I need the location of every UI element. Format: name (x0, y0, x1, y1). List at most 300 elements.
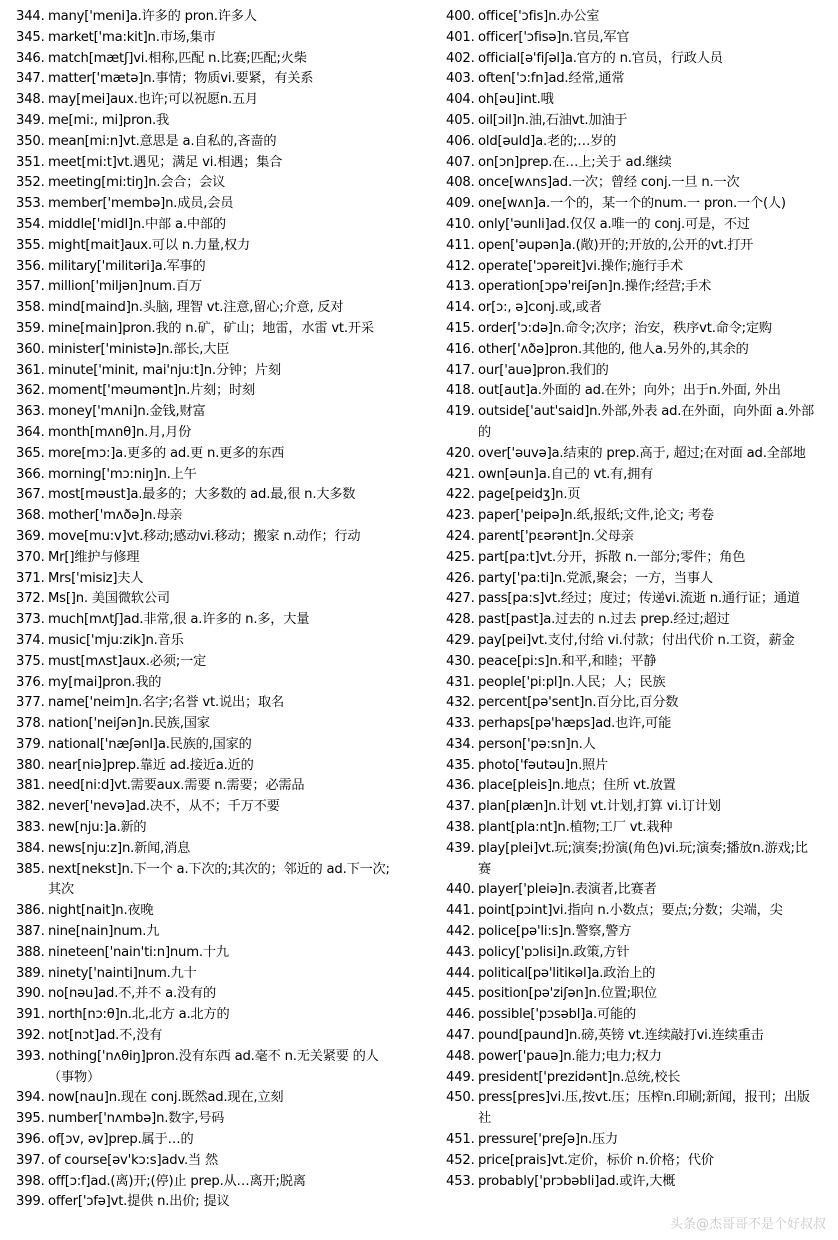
entry-text: name['neim]n.名字;名誉 vt.说出；取名 (48, 695, 284, 711)
entry-number: 425. (446, 549, 475, 565)
vocab-entry (16, 1005, 394, 1026)
entry-number: 372. (16, 591, 45, 607)
entry-number: 407. (446, 154, 475, 170)
entry-text: must[mʌst]aux.必须;一定 (48, 653, 207, 669)
vocab-entry (16, 423, 394, 444)
entry-text: other['ʌðə]pron.其他的, 他人a.另外的,其余的 (478, 341, 749, 357)
entry-number: 449. (446, 1069, 475, 1085)
vocab-entry (446, 943, 818, 964)
entry-number: 439. (446, 840, 475, 856)
entry-text: part[pa:t]vt.分开，拆散 n.一部分;零件；角色 (478, 549, 746, 565)
vocab-entry (446, 236, 818, 257)
vocab-entry (16, 1109, 394, 1130)
entry-text: president['prezidənt]n.总统,校长 (478, 1069, 681, 1085)
entry-number: 350. (16, 133, 45, 149)
entry-number: 430. (446, 653, 475, 669)
vocab-entry (16, 1026, 394, 1047)
vocab-entry (16, 735, 394, 756)
entry-text: pressure['preʃə]n.压力 (478, 1132, 618, 1148)
entry-number: 413. (446, 279, 475, 295)
vocab-entry (16, 569, 394, 590)
entry-number: 443. (446, 944, 475, 960)
entry-text: of[ɔv, əv]prep.属于…的 (48, 1132, 194, 1148)
vocab-entry (446, 756, 818, 777)
vocab-entry (446, 111, 818, 132)
vocab-entry (446, 735, 818, 756)
entry-number: 423. (446, 508, 475, 524)
entry-number: 401. (446, 29, 475, 45)
entry-text: month[mʌnθ]n.月,月份 (48, 424, 192, 440)
entry-number: 391. (16, 1007, 45, 1023)
entry-text: price[prais]vt.定价，标价 n.价格；代价 (478, 1152, 714, 1168)
vocab-entry (446, 381, 818, 402)
entry-number: 421. (446, 466, 475, 482)
vocab-entry (446, 257, 818, 278)
entry-text: point[pɔint]vi.指向 n.小数点；要点;分数；尖端，尖 (478, 903, 783, 919)
entry-number: 349. (16, 112, 45, 128)
vocab-entry (16, 964, 394, 985)
entry-number: 388. (16, 944, 45, 960)
entry-text: probably['prɔbəbli]ad.或许,大概 (478, 1173, 676, 1189)
entry-number: 367. (16, 487, 45, 503)
entry-text: person['pə:sn]n.人 (478, 736, 596, 752)
entry-number: 395. (16, 1111, 45, 1127)
entry-text: north[nɔ:θ]n.北,北方 a.北方的 (48, 1007, 230, 1023)
vocab-entry (446, 340, 818, 361)
entry-number: 375. (16, 653, 45, 669)
entry-text: people['pi:pl]n.人民；人；民族 (478, 674, 666, 690)
entry-text: oh[əu]int.哦 (478, 92, 554, 108)
vocab-entry (16, 901, 394, 922)
vocab-entry (16, 111, 394, 132)
entry-text: peace[pi:s]n.和平,和睦；平静 (478, 653, 657, 669)
entry-text: party['pa:ti]n.党派,聚会；一方，当事人 (478, 570, 713, 586)
vocab-entry (446, 984, 818, 1005)
entry-text: me[mi:, mi]pron.我 (48, 112, 170, 128)
entry-text: news[nju:z]n.新闻,消息 (48, 840, 191, 856)
vocab-entry (446, 1068, 818, 1089)
entry-text: nothing['nʌθiŋ]pron.没有东西 ad.毫不 n.无关紧要 的人（事物） (48, 1048, 379, 1085)
vocab-entry (16, 319, 394, 340)
entry-text: nineteen['nain'ti:n]num.十九 (48, 944, 229, 960)
vocab-entry (16, 1047, 394, 1089)
entry-text: minute['minit, mai'nju:t]n.分钟；片刻 (48, 362, 281, 378)
entry-number: 435. (446, 757, 475, 773)
entry-number: 448. (446, 1048, 475, 1064)
entry-number: 426. (446, 570, 475, 586)
vocab-entry (16, 673, 394, 694)
entry-number: 362. (16, 383, 45, 399)
vocab-entry (16, 277, 394, 298)
entry-number: 377. (16, 695, 45, 711)
vocab-entry (446, 90, 818, 111)
entry-text: million['miljən]num.百万 (48, 279, 202, 295)
entry-text: order['ɔ:də]n.命令;次序；治安，秩序vt.命令;定购 (478, 320, 772, 336)
vocab-entry (446, 28, 818, 49)
vocab-entry (16, 527, 394, 548)
entry-text: plant[pla:nt]n.植物;工厂 vt.栽种 (478, 820, 673, 836)
vocab-entry (446, 589, 818, 610)
vocab-entry (16, 361, 394, 382)
entry-number: 371. (16, 570, 45, 586)
vocab-entry (446, 610, 818, 631)
entry-text: office['ɔfis]n.办公室 (478, 9, 600, 24)
entry-number: 431. (446, 674, 475, 690)
vocab-entry (446, 631, 818, 652)
vocab-entry (446, 298, 818, 319)
entry-text: police[pə'li:s]n.警察,警方 (478, 924, 632, 940)
entry-number: 427. (446, 591, 475, 607)
entry-number: 406. (446, 133, 475, 149)
entry-text: operate['ɔpəreit]vi.操作;施行手术 (478, 258, 683, 274)
entry-number: 390. (16, 986, 45, 1002)
vocab-entry (446, 361, 818, 382)
entry-number: 400. (446, 9, 475, 24)
entry-text: Mr[]维护与修理 (48, 549, 140, 565)
right-column (446, 7, 818, 1192)
entry-number: 412. (446, 258, 475, 274)
entry-text: morning['mɔ:niŋ]n.上午 (48, 466, 197, 482)
vocab-entry (446, 922, 818, 943)
entry-text: page[peidʒ]n.页 (478, 487, 581, 503)
entry-text: meet[mi:t]vt.遇见；满足 vi.相遇；集合 (48, 154, 283, 170)
entry-number: 440. (446, 882, 475, 898)
entry-text: only['əunli]ad.仅仅 a.唯一的 conj.可是，不过 (478, 216, 750, 232)
entry-text: nation['neiʃən]n.民族,国家 (48, 716, 210, 732)
vocab-entry (16, 7, 394, 28)
entry-number: 374. (16, 632, 45, 648)
entry-number: 380. (16, 757, 45, 773)
entry-number: 450. (446, 1090, 475, 1106)
entry-text: member['membə]n.成员,会员 (48, 196, 234, 212)
entry-text: oil[ɔil]n.油,石油vt.加油于 (478, 112, 628, 128)
entry-text: much[mʌtʃ]ad.非常,很 a.许多的 n.多，大量 (48, 612, 310, 628)
entry-number: 347. (16, 71, 45, 87)
entry-number: 410. (446, 216, 475, 232)
entry-text: offer['ɔfə]vt.提供 n.出价; 提议 (48, 1194, 230, 1210)
entry-text: on[ɔn]prep.在…上;关于 ad.继续 (478, 154, 672, 170)
vocab-entry (446, 69, 818, 90)
entry-number: 432. (446, 695, 475, 711)
entry-text: more[mɔ:]a.更多的 ad.更 n.更多的东西 (48, 445, 285, 461)
entry-text: Ms[]n. 美国微软公司 (48, 591, 170, 607)
entry-number: 420. (446, 445, 475, 461)
entry-number: 358. (16, 300, 45, 316)
vocab-entry (16, 465, 394, 486)
vocab-entry (446, 1047, 818, 1068)
entry-number: 428. (446, 612, 475, 628)
entry-text: meeting[mi:tiŋ]n.会合；会议 (48, 175, 226, 191)
entry-text: might[mait]aux.可以 n.力量,权力 (48, 237, 250, 253)
vocab-entry (16, 652, 394, 673)
entry-text: outside['aut'said]n.外部,外表 ad.在外面，向外面 a.外部的 (478, 404, 815, 440)
entry-text: mean[mi:n]vt.意思是 a.自私的,吝啬的 (48, 133, 277, 149)
entry-number: 378. (16, 716, 45, 732)
entry-number: 442. (446, 924, 475, 940)
vocab-entry (446, 548, 818, 569)
entry-text: off[ɔ:f]ad.(离)开;(停)止 prep.从…离开;脱离 (48, 1173, 306, 1189)
entry-text: next[nekst]n.下一个 a.下次的;其次的；邻近的 ad.下一次;其次 (48, 861, 390, 898)
entry-number: 453. (446, 1173, 475, 1189)
entry-number: 368. (16, 508, 45, 524)
entry-text: pound[paund]n.磅,英镑 vt.连续敲打vi.连续重击 (478, 1028, 764, 1044)
entry-text: moment['məumənt]n.片刻；时刻 (48, 383, 256, 399)
entry-number: 382. (16, 799, 45, 815)
vocab-entry (446, 1151, 818, 1172)
vocab-entry (16, 1192, 394, 1213)
vocab-entry (16, 485, 394, 506)
entry-number: 422. (446, 487, 475, 503)
entry-text: photo['fəutəu]n.照片 (478, 757, 609, 773)
entry-text: my[mai]pron.我的 (48, 674, 162, 690)
entry-text: mother['mʌðə]n.母亲 (48, 508, 183, 524)
entry-number: 405. (446, 112, 475, 128)
vocab-entry (16, 631, 394, 652)
vocab-entry (16, 610, 394, 631)
entry-number: 446. (446, 1007, 475, 1023)
vocab-entry (446, 277, 818, 298)
entry-number: 363. (16, 404, 45, 420)
entry-number: 451. (446, 1132, 475, 1148)
entry-number: 409. (446, 196, 475, 212)
entry-text: perhaps[pə'hæps]ad.也许,可能 (478, 716, 672, 732)
entry-text: political[pə'litikəl]a.政治上的 (478, 965, 656, 981)
entry-number: 361. (16, 362, 45, 378)
vocab-entry (16, 1130, 394, 1151)
entry-text: may[mei]aux.也许;可以祝愿n.五月 (48, 92, 258, 108)
vocab-entry (446, 215, 818, 236)
entry-number: 384. (16, 840, 45, 856)
entry-text: number['nʌmbə]n.数字,号码 (48, 1111, 225, 1127)
vocab-entry (446, 776, 818, 797)
vocab-entry (16, 548, 394, 569)
entry-number: 355. (16, 237, 45, 253)
vocab-entry (16, 860, 394, 902)
entry-text: or[ɔ:, ə]conj.或,或者 (478, 300, 602, 316)
entry-text: position[pə'ziʃən]n.位置;职位 (478, 986, 657, 1002)
entry-text: music['mju:zik]n.音乐 (48, 632, 184, 648)
entry-number: 398. (16, 1173, 45, 1189)
entry-text: official[ə'fiʃəl]a.官方的 n.官员，行政人员 (478, 50, 723, 66)
entry-number: 417. (446, 362, 475, 378)
vocab-entry (16, 714, 394, 735)
vocab-entry (16, 28, 394, 49)
vocab-entry (16, 943, 394, 964)
entry-number: 437. (446, 799, 475, 815)
vocab-entry (16, 589, 394, 610)
vocab-entry (446, 1005, 818, 1026)
entry-number: 433. (446, 716, 475, 732)
vocab-entry (446, 49, 818, 70)
vocab-entry (16, 839, 394, 860)
entry-text: most[məust]a.最多的；大多数的 ad.最,很 n.大多数 (48, 487, 356, 503)
vocab-entry (16, 922, 394, 943)
entry-number: 444. (446, 965, 475, 981)
entry-number: 441. (446, 903, 475, 919)
vocab-entry (446, 673, 818, 694)
entry-number: 397. (16, 1152, 45, 1168)
vocab-entry (16, 756, 394, 777)
entry-text: mind[maind]n.头脑, 理智 vt.注意,留心;介意, 反对 (48, 300, 344, 316)
entry-number: 389. (16, 965, 45, 981)
vocab-entry (446, 964, 818, 985)
entry-text: player['pleiə]n.表演者,比赛者 (478, 882, 657, 898)
vocab-entry (16, 776, 394, 797)
vocab-entry (446, 839, 818, 881)
vocab-entry (16, 693, 394, 714)
entry-text: move[mu:v]vt.移动;感动vi.移动；搬家 n.动作；行动 (48, 528, 361, 544)
entry-number: 419. (446, 404, 475, 420)
entry-number: 379. (16, 736, 45, 752)
entry-text: press[pres]vi.压,按vt.压；压榨n.印刷;新闻，报刊；出版社 (478, 1090, 810, 1127)
entry-text: middle['midl]n.中部 a.中部的 (48, 216, 226, 232)
entry-number: 403. (446, 71, 475, 87)
entry-number: 364. (16, 424, 45, 440)
entry-text: nine[nain]num.九 (48, 924, 160, 940)
entry-text: not[nɔt]ad.不,没有 (48, 1028, 163, 1044)
vocab-entry (446, 714, 818, 735)
entry-text: our['auə]pron.我们的 (478, 362, 609, 378)
vocab-entry (16, 984, 394, 1005)
entry-number: 438. (446, 820, 475, 836)
vocab-entry (446, 194, 818, 215)
vocab-entry (16, 153, 394, 174)
entry-number: 366. (16, 466, 45, 482)
vocab-entry (16, 797, 394, 818)
entry-text: money['mʌni]n.金钱,财富 (48, 404, 206, 420)
entry-number: 344. (16, 9, 45, 24)
entry-number: 351. (16, 154, 45, 170)
entry-text: market['ma:kit]n.市场,集市 (48, 29, 216, 45)
vocab-entry (16, 818, 394, 839)
vocab-entry (446, 444, 818, 465)
entry-number: 404. (446, 92, 475, 108)
vocab-entry (16, 340, 394, 361)
vocab-entry (446, 797, 818, 818)
entry-number: 445. (446, 986, 475, 1002)
entry-text: national['næʃənl]a.民族的,国家的 (48, 736, 252, 752)
entry-number: 411. (446, 237, 475, 253)
entry-text: mine[main]pron.我的 n.矿，矿山；地雷，水雷 vt.开采 (48, 320, 374, 336)
entry-text: paper['peipə]n.纸,报纸;文件,论文; 考卷 (478, 508, 714, 524)
vocab-entry (16, 215, 394, 236)
entry-number: 376. (16, 674, 45, 690)
entry-text: old[əuld]a.老的;…岁的 (478, 133, 617, 149)
vocab-entry (16, 444, 394, 465)
entry-text: policy['pɔlisi]n.政策,方针 (478, 944, 630, 960)
entry-number: 369. (16, 528, 45, 544)
entry-text: minister['ministə]n.部长,大臣 (48, 341, 230, 357)
entry-number: 434. (446, 736, 475, 752)
vocab-entry (16, 236, 394, 257)
entry-number: 386. (16, 903, 45, 919)
entry-number: 360. (16, 341, 45, 357)
entry-text: plan[plæn]n.计划 vt.计划,打算 vi.订计划 (478, 799, 721, 815)
entry-text: of course[əv'kɔ:s]adv.当 然 (48, 1152, 219, 1168)
vocab-entry (446, 506, 818, 527)
vocab-entry (16, 49, 394, 70)
entry-text: ninety['nainti]num.九十 (48, 965, 197, 981)
entry-text: past[past]a.过去的 n.过去 prep.经过;超过 (478, 612, 730, 628)
entry-text: need[ni:d]vt.需要aux.需要 n.需要；必需品 (48, 778, 305, 794)
entry-number: 424. (446, 528, 475, 544)
entry-number: 357. (16, 279, 45, 295)
entry-number: 348. (16, 92, 45, 108)
vocab-entry (16, 1151, 394, 1172)
entry-text: near[niə]prep.靠近 ad.接近a.近的 (48, 757, 254, 773)
entry-number: 383. (16, 820, 45, 836)
entry-text: many['meni]a.许多的 pron.许多人 (48, 9, 257, 24)
vocab-entry (446, 1088, 818, 1130)
entry-number: 359. (16, 320, 45, 336)
entry-text: operation[ɔpə'reiʃən]n.操作;经营;手术 (478, 279, 712, 295)
vocab-entry (16, 506, 394, 527)
entry-text: parent['pεərənt]n.父母亲 (478, 528, 634, 544)
entry-text: never['nevə]ad.决不，从不；千万不要 (48, 799, 280, 815)
entry-text: Mrs['misiz]夫人 (48, 570, 144, 586)
entry-text: new[nju:]a.新的 (48, 820, 147, 836)
vocab-entry (446, 569, 818, 590)
entry-number: 370. (16, 549, 45, 565)
vocab-entry (446, 880, 818, 901)
entry-text: place[pleis]n.地点；住所 vt.放置 (478, 778, 676, 794)
vocab-entry (16, 402, 394, 423)
entry-text: once[wʌns]ad.一次；曾经 conj.一旦 n.一次 (478, 175, 740, 191)
vocab-entry (16, 1088, 394, 1109)
entry-text: often['ɔ:fn]ad.经常,通常 (478, 71, 625, 87)
entry-number: 416. (446, 341, 475, 357)
vocab-entry (446, 173, 818, 194)
vocab-entry (446, 818, 818, 839)
entry-number: 356. (16, 258, 45, 274)
entry-text: out[aut]a.外面的 ad.在外；向外；出于n.外面, 外出 (478, 383, 781, 399)
entry-number: 399. (16, 1194, 45, 1210)
entry-number: 429. (446, 632, 475, 648)
vocab-entry (16, 90, 394, 111)
vocab-entry (446, 901, 818, 922)
entry-number: 396. (16, 1132, 45, 1148)
entry-number: 381. (16, 778, 45, 794)
vocab-entry (446, 7, 818, 28)
entry-number: 392. (16, 1028, 45, 1044)
vocab-entry (16, 132, 394, 153)
entry-text: one[wʌn]a.一个的，某一个的num.一 pron.一个(人) (478, 196, 786, 212)
vocab-entry (446, 652, 818, 673)
vocab-entry (16, 298, 394, 319)
watermark: 头条@杰哥哥不是个好叔叔 (669, 1217, 826, 1232)
entry-text: percent[pə'sent]n.百分比,百分数 (478, 695, 679, 711)
vocab-entry (446, 693, 818, 714)
entry-number: 408. (446, 175, 475, 191)
entry-text: officer['ɔfisə]n.官员,军官 (478, 29, 630, 45)
entry-text: no[nəu]ad.不,并不 a.没有的 (48, 986, 216, 1002)
vocab-entry (16, 173, 394, 194)
entry-number: 447. (446, 1028, 475, 1044)
entry-number: 365. (16, 445, 45, 461)
entry-text: play[plei]vt.玩;演奏;扮演(角色)vi.玩;演奏;播放n.游戏;比赛 (478, 840, 808, 877)
vocab-entry (446, 319, 818, 340)
vocab-entry (446, 465, 818, 486)
entry-number: 418. (446, 383, 475, 399)
entry-text: power['pauə]n.能力;电力;权力 (478, 1048, 662, 1064)
entry-number: 352. (16, 175, 45, 191)
entry-number: 385. (16, 861, 45, 877)
vocab-entry (446, 1172, 818, 1193)
entry-number: 415. (446, 320, 475, 336)
entry-number: 387. (16, 924, 45, 940)
entry-text: match[mætʃ]vi.相称,匹配 n.比赛;匹配;火柴 (48, 50, 307, 66)
entry-number: 452. (446, 1152, 475, 1168)
